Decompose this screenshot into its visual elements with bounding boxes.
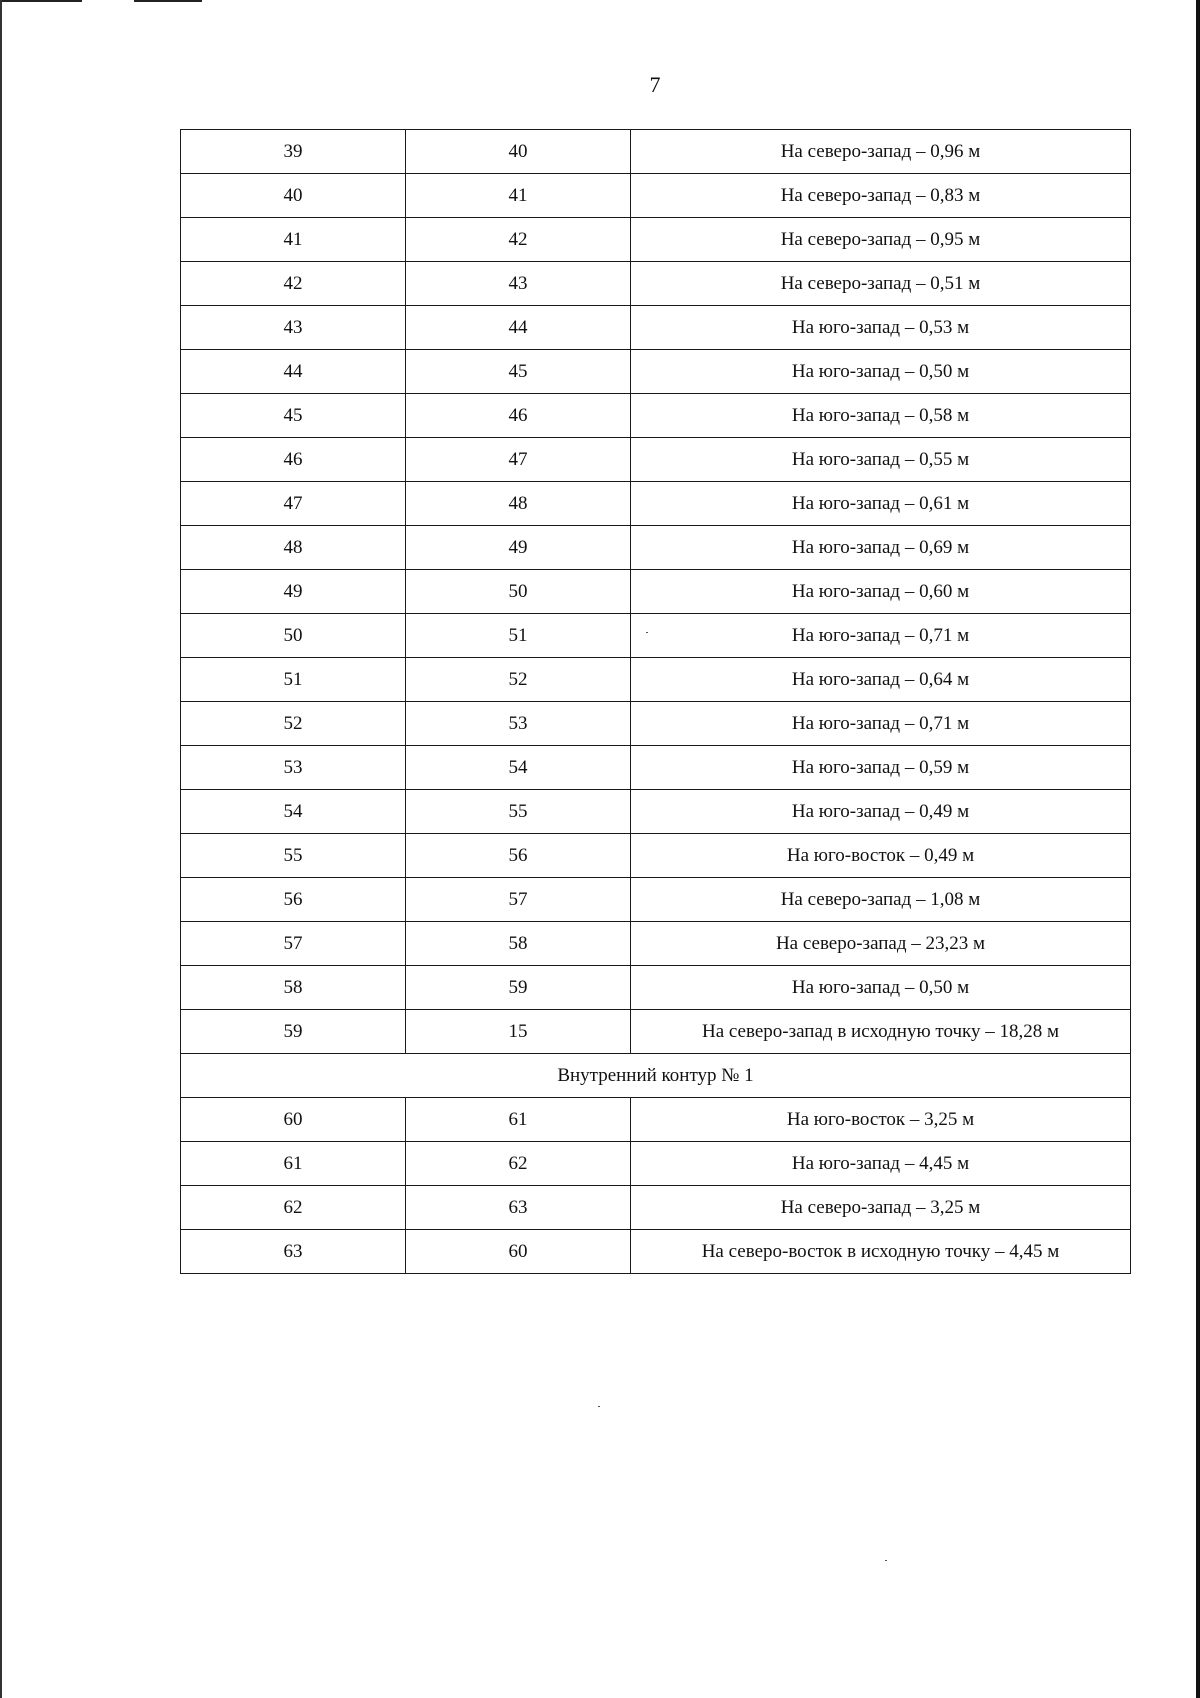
direction-distance-cell: На юго-запад – 0,53 м bbox=[631, 306, 1131, 350]
direction-distance-cell: На северо-запад – 0,96 м bbox=[631, 130, 1131, 174]
point-to-cell: 53 bbox=[406, 702, 631, 746]
point-from-cell: 60 bbox=[181, 1098, 406, 1142]
point-from-cell: 61 bbox=[181, 1142, 406, 1186]
table-row bbox=[181, 526, 1131, 570]
point-from-cell: 52 bbox=[181, 702, 406, 746]
direction-distance-cell: На северо-запад – 1,08 м bbox=[631, 878, 1131, 922]
table-row bbox=[181, 614, 1131, 658]
table-row bbox=[181, 394, 1131, 438]
point-from-cell: 42 bbox=[181, 262, 406, 306]
point-to-cell: 62 bbox=[406, 1142, 631, 1186]
point-to-cell: 40 bbox=[406, 130, 631, 174]
table-row bbox=[181, 1098, 1131, 1142]
point-from-cell: 50 bbox=[181, 614, 406, 658]
table-row bbox=[181, 306, 1131, 350]
table-row bbox=[181, 570, 1131, 614]
point-from-cell: 49 bbox=[181, 570, 406, 614]
table-row bbox=[181, 218, 1131, 262]
direction-distance-cell: На юго-запад – 0,50 м bbox=[631, 350, 1131, 394]
point-to-cell: 41 bbox=[406, 174, 631, 218]
point-from-cell: 62 bbox=[181, 1186, 406, 1230]
table-row bbox=[181, 130, 1131, 174]
table-row bbox=[181, 1010, 1131, 1054]
point-to-cell: 46 bbox=[406, 394, 631, 438]
table-row bbox=[181, 262, 1131, 306]
direction-distance-cell: На юго-восток – 0,49 м bbox=[631, 834, 1131, 878]
section-heading-row bbox=[181, 1054, 1131, 1098]
point-from-cell: 47 bbox=[181, 482, 406, 526]
table-row bbox=[181, 966, 1131, 1010]
table-body bbox=[181, 130, 1131, 1274]
point-to-cell: 48 bbox=[406, 482, 631, 526]
point-to-cell: 50 bbox=[406, 570, 631, 614]
scan-artifact-top-dash bbox=[134, 0, 202, 2]
point-to-cell: 44 bbox=[406, 306, 631, 350]
direction-distance-cell: На юго-запад – 0,61 м bbox=[631, 482, 1131, 526]
direction-distance-cell: На юго-запад – 0,49 м bbox=[631, 790, 1131, 834]
point-to-cell: 43 bbox=[406, 262, 631, 306]
point-to-cell: 58 bbox=[406, 922, 631, 966]
table-row bbox=[181, 922, 1131, 966]
direction-distance-cell: На юго-запад – 4,45 м bbox=[631, 1142, 1131, 1186]
point-to-cell: 59 bbox=[406, 966, 631, 1010]
point-from-cell: 41 bbox=[181, 218, 406, 262]
table-row bbox=[181, 1230, 1131, 1274]
table-row bbox=[181, 350, 1131, 394]
table-row bbox=[181, 790, 1131, 834]
direction-distance-cell: На северо-запад – 0,95 м bbox=[631, 218, 1131, 262]
point-to-cell: 51 bbox=[406, 614, 631, 658]
section-heading: Внутренний контур № 1 bbox=[181, 1054, 1131, 1098]
direction-distance-cell: На юго-запад – 0,69 м bbox=[631, 526, 1131, 570]
point-to-cell: 60 bbox=[406, 1230, 631, 1274]
point-from-cell: 46 bbox=[181, 438, 406, 482]
direction-distance-cell: На северо-восток в исходную точку – 4,45 м bbox=[631, 1230, 1131, 1274]
table-row bbox=[181, 482, 1131, 526]
direction-distance-cell: На юго-запад – 0,64 м bbox=[631, 658, 1131, 702]
table-row bbox=[181, 174, 1131, 218]
table-row bbox=[181, 1186, 1131, 1230]
point-to-cell: 47 bbox=[406, 438, 631, 482]
point-from-cell: 63 bbox=[181, 1230, 406, 1274]
point-to-cell: 63 bbox=[406, 1186, 631, 1230]
point-to-cell: 49 bbox=[406, 526, 631, 570]
point-to-cell: 56 bbox=[406, 834, 631, 878]
point-to-cell: 55 bbox=[406, 790, 631, 834]
point-from-cell: 57 bbox=[181, 922, 406, 966]
direction-distance-cell: На юго-запад – 0,55 м bbox=[631, 438, 1131, 482]
page-number: 7 bbox=[649, 72, 661, 97]
table-row bbox=[181, 438, 1131, 482]
table-row bbox=[181, 746, 1131, 790]
table-row bbox=[181, 1142, 1131, 1186]
point-from-cell: 58 bbox=[181, 966, 406, 1010]
point-from-cell: 51 bbox=[181, 658, 406, 702]
point-to-cell: 52 bbox=[406, 658, 631, 702]
point-to-cell: 45 bbox=[406, 350, 631, 394]
direction-distance-cell: На юго-запад – 0,50 м bbox=[631, 966, 1131, 1010]
direction-distance-cell: На северо-запад – 3,25 м bbox=[631, 1186, 1131, 1230]
point-to-cell: 57 bbox=[406, 878, 631, 922]
point-from-cell: 59 bbox=[181, 1010, 406, 1054]
direction-distance-cell: На юго-запад – 0,60 м bbox=[631, 570, 1131, 614]
point-to-cell: 61 bbox=[406, 1098, 631, 1142]
direction-distance-cell: На северо-запад – 23,23 м bbox=[631, 922, 1131, 966]
point-from-cell: 48 bbox=[181, 526, 406, 570]
point-from-cell: 53 bbox=[181, 746, 406, 790]
point-to-cell: 15 bbox=[406, 1010, 631, 1054]
table-row bbox=[181, 878, 1131, 922]
point-from-cell: 44 bbox=[181, 350, 406, 394]
point-from-cell: 40 bbox=[181, 174, 406, 218]
direction-distance-cell: На северо-запад в исходную точку – 18,28 м bbox=[631, 1010, 1131, 1054]
point-from-cell: 55 bbox=[181, 834, 406, 878]
scan-speck bbox=[885, 1560, 887, 1561]
direction-distance-cell: На юго-восток – 3,25 м bbox=[631, 1098, 1131, 1142]
point-from-cell: 45 bbox=[181, 394, 406, 438]
point-from-cell: 56 bbox=[181, 878, 406, 922]
direction-distance-cell: На юго-запад – 0,71 м bbox=[631, 614, 1131, 658]
boundary-points-table bbox=[180, 129, 1131, 1274]
scan-artifact-right-edge bbox=[1196, 0, 1200, 1698]
direction-distance-cell: На юго-запад – 0,71 м bbox=[631, 702, 1131, 746]
table-row bbox=[181, 702, 1131, 746]
table-row bbox=[181, 834, 1131, 878]
point-from-cell: 43 bbox=[181, 306, 406, 350]
scan-artifact-top-line bbox=[0, 0, 82, 2]
scan-artifact-left-edge bbox=[0, 0, 2, 1698]
direction-distance-cell: На юго-запад – 0,59 м bbox=[631, 746, 1131, 790]
direction-distance-cell: На северо-запад – 0,83 м bbox=[631, 174, 1131, 218]
point-from-cell: 39 bbox=[181, 130, 406, 174]
direction-distance-cell: На юго-запад – 0,58 м bbox=[631, 394, 1131, 438]
point-to-cell: 42 bbox=[406, 218, 631, 262]
scan-speck bbox=[598, 1406, 600, 1407]
table-row bbox=[181, 658, 1131, 702]
point-from-cell: 54 bbox=[181, 790, 406, 834]
direction-distance-cell: На северо-запад – 0,51 м bbox=[631, 262, 1131, 306]
point-to-cell: 54 bbox=[406, 746, 631, 790]
